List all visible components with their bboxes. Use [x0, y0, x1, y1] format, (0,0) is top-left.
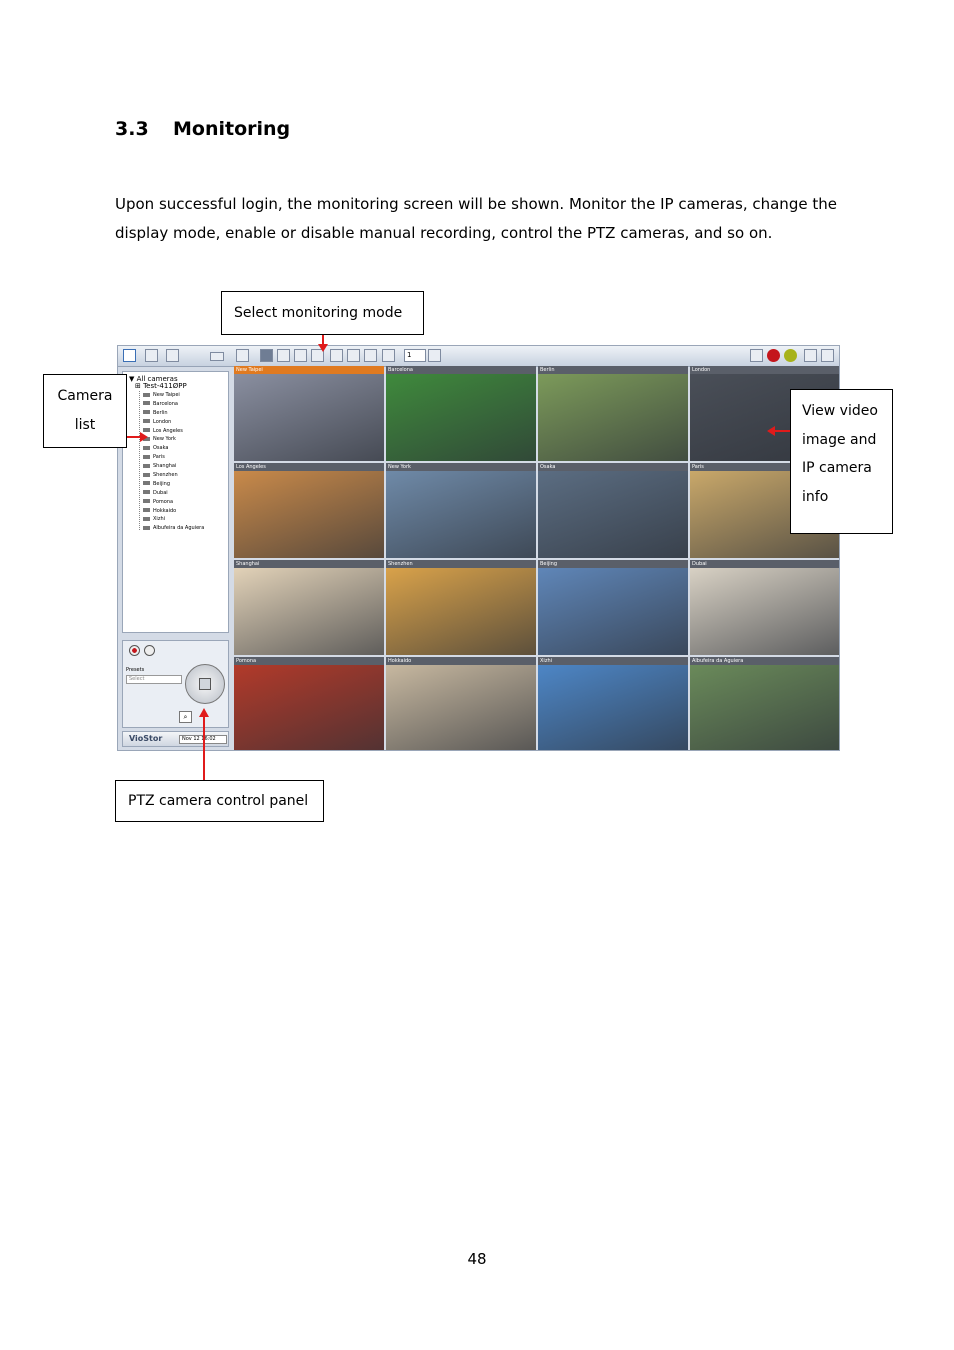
camera-list-panel: [122, 371, 229, 633]
tile-title: Shanghai: [234, 560, 384, 568]
video-image: [386, 568, 536, 655]
camera-icon: [143, 464, 150, 468]
clock-display: Nov 12 16:02: [179, 735, 227, 744]
callout-monitoring-mode-text: Select monitoring mode: [234, 305, 403, 321]
video-image: [234, 471, 384, 558]
camera-item[interactable]: New Taipei: [143, 391, 204, 400]
video-tile[interactable]: [234, 463, 384, 558]
page-number: 48: [467, 1250, 487, 1268]
video-image: [538, 568, 688, 655]
camera-list: [143, 391, 204, 533]
camera-item[interactable]: London: [143, 418, 204, 427]
layout-sequential-icon[interactable]: [382, 349, 395, 362]
tile-title: Pomona: [234, 657, 384, 665]
page-select[interactable]: 1: [404, 349, 426, 362]
camera-icon: [143, 499, 150, 503]
tile-title: London: [690, 366, 840, 374]
camera-icon: [143, 481, 150, 485]
layout-10-icon[interactable]: [347, 349, 360, 362]
tile-title: Shenzhen: [386, 560, 536, 568]
camera-icon: [143, 437, 150, 441]
callout-ptz-panel: [115, 780, 324, 822]
monitoring-screenshot: [117, 345, 840, 751]
callout-camera-list-line1: Camera: [57, 388, 113, 404]
video-tile[interactable]: [234, 560, 384, 655]
layout-8-icon[interactable]: [311, 349, 324, 362]
video-tile[interactable]: [690, 560, 840, 655]
audio-button[interactable]: [144, 645, 155, 656]
video-tile[interactable]: [386, 560, 536, 655]
section-number: 3.3: [115, 118, 149, 140]
presets-label: Presets: [126, 667, 145, 673]
video-image: [690, 568, 840, 655]
video-image: [234, 568, 384, 655]
intro-paragraph: Upon successful login, the monitoring screen will be shown. Monitor the IP cameras, change the display mode, enable or disable manual recording, control the PTZ cameras, and so on.: [115, 195, 837, 242]
video-tile[interactable]: [538, 657, 688, 751]
layout-16-icon[interactable]: [364, 349, 377, 362]
tree-server[interactable]: ⊞ Test-411ØPP: [135, 382, 187, 390]
callout-monitoring-mode: [221, 291, 424, 335]
video-tile[interactable]: [386, 463, 536, 558]
tile-title: New York: [386, 463, 536, 471]
camera-icon: [143, 455, 150, 459]
camera-item[interactable]: Barcelona: [143, 400, 204, 409]
video-image: [386, 374, 536, 461]
tile-title: Osaka: [538, 463, 688, 471]
camera-item[interactable]: New York: [143, 435, 204, 444]
camera-item[interactable]: Beijing: [143, 480, 204, 489]
tile-title: New Taipei: [234, 366, 384, 374]
info-icon[interactable]: [804, 349, 817, 362]
camera-item[interactable]: Shanghai: [143, 462, 204, 471]
logout-icon[interactable]: [821, 349, 834, 362]
camera-icon: [143, 428, 150, 432]
presets-select[interactable]: Select: [126, 675, 182, 684]
zoom-icon[interactable]: ⌕: [179, 711, 192, 723]
layout-6-icon[interactable]: [294, 349, 307, 362]
video-image: [538, 374, 688, 461]
alert-icon[interactable]: [767, 349, 780, 362]
camera-item[interactable]: Xizhi: [143, 515, 204, 524]
snapshot-icon[interactable]: [750, 349, 763, 362]
video-image: [386, 471, 536, 558]
status-icon[interactable]: [784, 349, 797, 362]
layout-4-icon[interactable]: [277, 349, 290, 362]
ptz-control-panel: [122, 640, 229, 728]
section-title: Monitoring: [173, 118, 291, 140]
tile-title: Barcelona: [386, 366, 536, 374]
tile-title: Berlin: [538, 366, 688, 374]
toolbar: [118, 346, 839, 367]
camera-item[interactable]: Hokkaido: [143, 507, 204, 516]
video-tile[interactable]: [538, 560, 688, 655]
video-tile[interactable]: [538, 463, 688, 558]
camera-item[interactable]: Albufeira da Aguiera: [143, 524, 204, 533]
layout-9-icon[interactable]: [330, 349, 343, 362]
camera-icon: [143, 526, 150, 530]
camera-icon: [143, 393, 150, 397]
callout-ptz-panel-text: PTZ camera control panel: [128, 793, 309, 809]
callout-camera-list-line2: list: [74, 417, 96, 433]
camera-icon: [143, 490, 150, 494]
callout-camera-list: [43, 374, 127, 448]
tile-title: Xizhi: [538, 657, 688, 665]
video-tile[interactable]: [234, 366, 384, 461]
video-image: [386, 665, 536, 751]
tree-root[interactable]: ▼ All cameras: [129, 375, 178, 383]
camera-icon: [143, 517, 150, 521]
settings-icon[interactable]: [166, 349, 179, 362]
camera-item[interactable]: Berlin: [143, 409, 204, 418]
tile-title: Paris: [690, 463, 840, 471]
brand-logo: VioStor: [129, 734, 163, 743]
video-image: [234, 665, 384, 751]
camera-icon: [143, 401, 150, 405]
callout-view-video: [790, 389, 893, 534]
camera-item[interactable]: Osaka: [143, 444, 204, 453]
monitor-mode-icon[interactable]: [123, 349, 136, 362]
ptz-direction-pad[interactable]: [185, 664, 225, 704]
fullscreen-icon[interactable]: [236, 349, 249, 362]
video-tile[interactable]: [690, 657, 840, 751]
callout-view-video-line1: View video: [802, 403, 878, 419]
section-heading: [115, 118, 290, 140]
video-tile[interactable]: [386, 366, 536, 461]
video-tile[interactable]: [538, 366, 688, 461]
video-image: [690, 665, 840, 751]
tile-title: Dubai: [690, 560, 840, 568]
page-nav-icon[interactable]: [428, 349, 441, 362]
camera-icon: [143, 446, 150, 450]
layout-1-icon[interactable]: [260, 349, 273, 362]
camera-item[interactable]: Los Angeles: [143, 427, 204, 436]
camera-item[interactable]: Paris: [143, 453, 204, 462]
status-bar: [122, 731, 229, 747]
tile-title: Albufeira da Aguiera: [690, 657, 840, 665]
video-image: [234, 374, 384, 461]
camera-item[interactable]: Dubai: [143, 489, 204, 498]
camera-icon: [143, 419, 150, 423]
tree-connector: [139, 391, 141, 530]
callout-view-video-line3: IP camera: [802, 460, 872, 477]
ptz-home-button[interactable]: [199, 678, 211, 690]
video-grid: [234, 366, 839, 751]
record-button[interactable]: [129, 645, 140, 656]
tile-title: Los Angeles: [234, 463, 384, 471]
play-icon[interactable]: [145, 349, 158, 362]
camera-icon: [143, 508, 150, 512]
video-image: [538, 471, 688, 558]
callout-view-video-line4: info: [802, 489, 829, 506]
video-tile[interactable]: [386, 657, 536, 751]
video-tile[interactable]: [234, 657, 384, 751]
camera-icon: [143, 473, 150, 477]
callout-view-video-line2: image and: [802, 431, 877, 448]
camera-icon: [143, 410, 150, 414]
collapse-icon[interactable]: [210, 352, 224, 361]
tile-title: Hokkaido: [386, 657, 536, 665]
camera-item[interactable]: Shenzhen: [143, 471, 204, 480]
camera-item[interactable]: Pomona: [143, 498, 204, 507]
tile-title: Beijing: [538, 560, 688, 568]
video-image: [538, 665, 688, 751]
